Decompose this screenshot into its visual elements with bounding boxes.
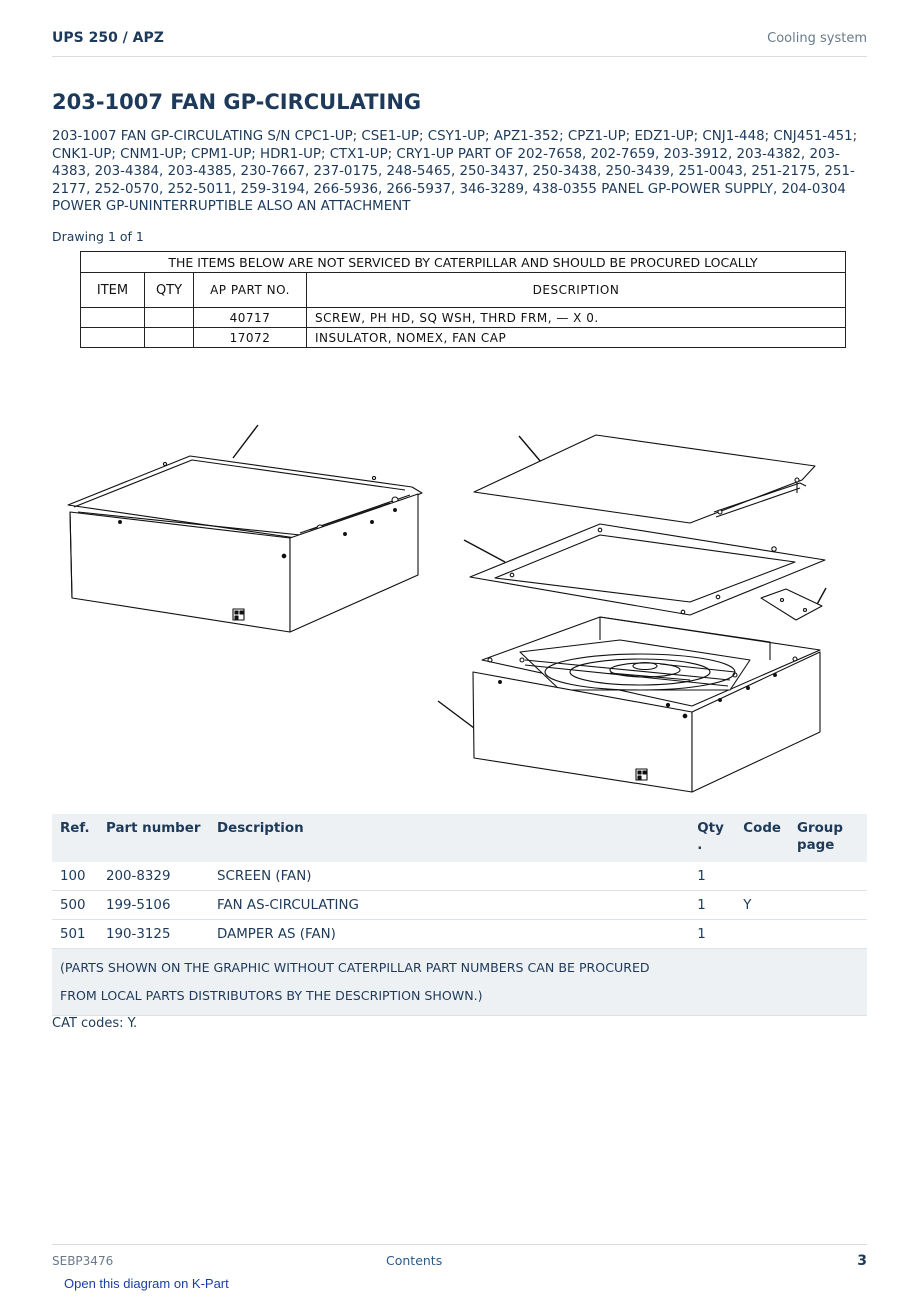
- item-cell: [81, 328, 145, 348]
- open-kpart-link[interactable]: Open this diagram on K-Part: [64, 1276, 229, 1291]
- qty-cell: [145, 308, 194, 328]
- table-row[interactable]: [52, 891, 867, 920]
- table-row[interactable]: [52, 862, 867, 891]
- damper-plate: [761, 588, 826, 620]
- description-cell: DAMPER AS (FAN): [209, 920, 689, 949]
- description-cell: SCREEN (FAN): [209, 862, 689, 891]
- code-cell: Y: [735, 891, 789, 920]
- description-cell: FAN AS-CIRCULATING: [209, 891, 689, 920]
- part-number-link[interactable]: 200-8329: [98, 862, 209, 891]
- page-footer: [52, 1244, 867, 1275]
- col-item: ITEM: [81, 273, 145, 308]
- assembled-fan-unit: [68, 425, 422, 632]
- parts-table: [52, 814, 867, 1016]
- col-group-line-2: page: [797, 838, 835, 853]
- exploded-parts-diagram[interactable]: [0, 400, 920, 810]
- page-number: 3: [857, 1253, 867, 1269]
- col-qty: [689, 814, 735, 862]
- note-line-2: FROM LOCAL PARTS DISTRIBUTORS BY THE DESCRIPTION SHOWN.): [60, 988, 483, 1003]
- group-page-cell: [789, 862, 867, 891]
- code-cell: [735, 862, 789, 891]
- contents-link[interactable]: Contents: [386, 1253, 443, 1268]
- group-page-cell: [789, 891, 867, 920]
- part-cell: 17072: [194, 328, 307, 348]
- section-name: Cooling system: [767, 31, 867, 46]
- ref-cell: 500: [52, 891, 98, 920]
- screen-panel: [474, 435, 815, 523]
- table-row[interactable]: [52, 920, 867, 949]
- qty-cell: [145, 328, 194, 348]
- note-line-1: (PARTS SHOWN ON THE GRAPHIC WITHOUT CATERPILLAR PART NUMBERS CAN BE PROCURED: [60, 960, 650, 975]
- col-ap-part-no: AP PART NO.: [194, 273, 307, 308]
- code-cell: [735, 920, 789, 949]
- description-cell: INSULATOR, NOMEX, FAN CAP: [307, 328, 846, 348]
- qty-cell: 1: [689, 891, 735, 920]
- item-cell: [81, 308, 145, 328]
- col-qty-line-2: .: [697, 838, 703, 853]
- col-ref: Ref.: [52, 814, 98, 862]
- drawing-label: Drawing 1 of 1: [52, 229, 144, 244]
- fan-base-unit: [438, 617, 820, 792]
- procurement-note-text: [52, 949, 867, 1016]
- col-description: Description: [209, 814, 689, 862]
- qty-cell: 1: [689, 920, 735, 949]
- cat-codes: CAT codes: Y.: [52, 1016, 138, 1031]
- table-row: [81, 308, 846, 328]
- ref-cell: 501: [52, 920, 98, 949]
- part-number-link[interactable]: 199-5106: [98, 891, 209, 920]
- local-parts-table: [80, 251, 846, 348]
- part-cell: 40717: [194, 308, 307, 328]
- col-qty-line-1: Qty: [697, 821, 724, 836]
- table-row: [81, 328, 846, 348]
- document-number: SEBP3476: [52, 1254, 114, 1268]
- col-group-page: [789, 814, 867, 862]
- description-cell: SCREW, PH HD, SQ WSH, THRD FRM, — X 0.: [307, 308, 846, 328]
- part-number-link[interactable]: 190-3125: [98, 920, 209, 949]
- page-title: 203-1007 FAN GP-CIRCULATING: [52, 90, 422, 114]
- col-qty: QTY: [145, 273, 194, 308]
- ref-cell: 100: [52, 862, 98, 891]
- group-page-cell: [789, 920, 867, 949]
- page-header: [52, 28, 867, 57]
- local-parts-banner: THE ITEMS BELOW ARE NOT SERVICED BY CATERPILLAR AND SHOULD BE PROCURED LOCALLY: [81, 252, 846, 273]
- procurement-note: [52, 949, 867, 1016]
- model-title: UPS 250 / APZ: [52, 30, 164, 46]
- col-group-line-1: Group: [797, 821, 843, 836]
- group-description: 203-1007 FAN GP-CIRCULATING S/N CPC1-UP; CSE1-UP; CSY1-UP; APZ1-352; CPZ1-UP; EDZ1-UP; CNJ1-448; CNJ451-451; CNK1-UP; CNM1-UP; CPM1-UP; HDR1-UP; CTX1-UP; CRY1-UP PART OF 202-7658, 202-7659, 203-3912, 203-4382, 203-4383, 203-4384, 203-4385, 230-7667, 237-0175, 248-5465, 250-3437, 250-3438, 250-3439, 251-0043, 251-2175, 251-2177, 252-0570, 252-5011, 259-3194, 266-5936, 266-5937, 346-3289, 438-0355 PANEL GP-POWER SUPPLY, 204-0304 POWER GP-UNINTERRUPTIBLE ALSO AN ATTACHMENT: [52, 129, 858, 214]
- col-part-number: Part number: [98, 814, 209, 862]
- col-description: DESCRIPTION: [307, 273, 846, 308]
- col-code: Code: [735, 814, 789, 862]
- qty-cell: 1: [689, 862, 735, 891]
